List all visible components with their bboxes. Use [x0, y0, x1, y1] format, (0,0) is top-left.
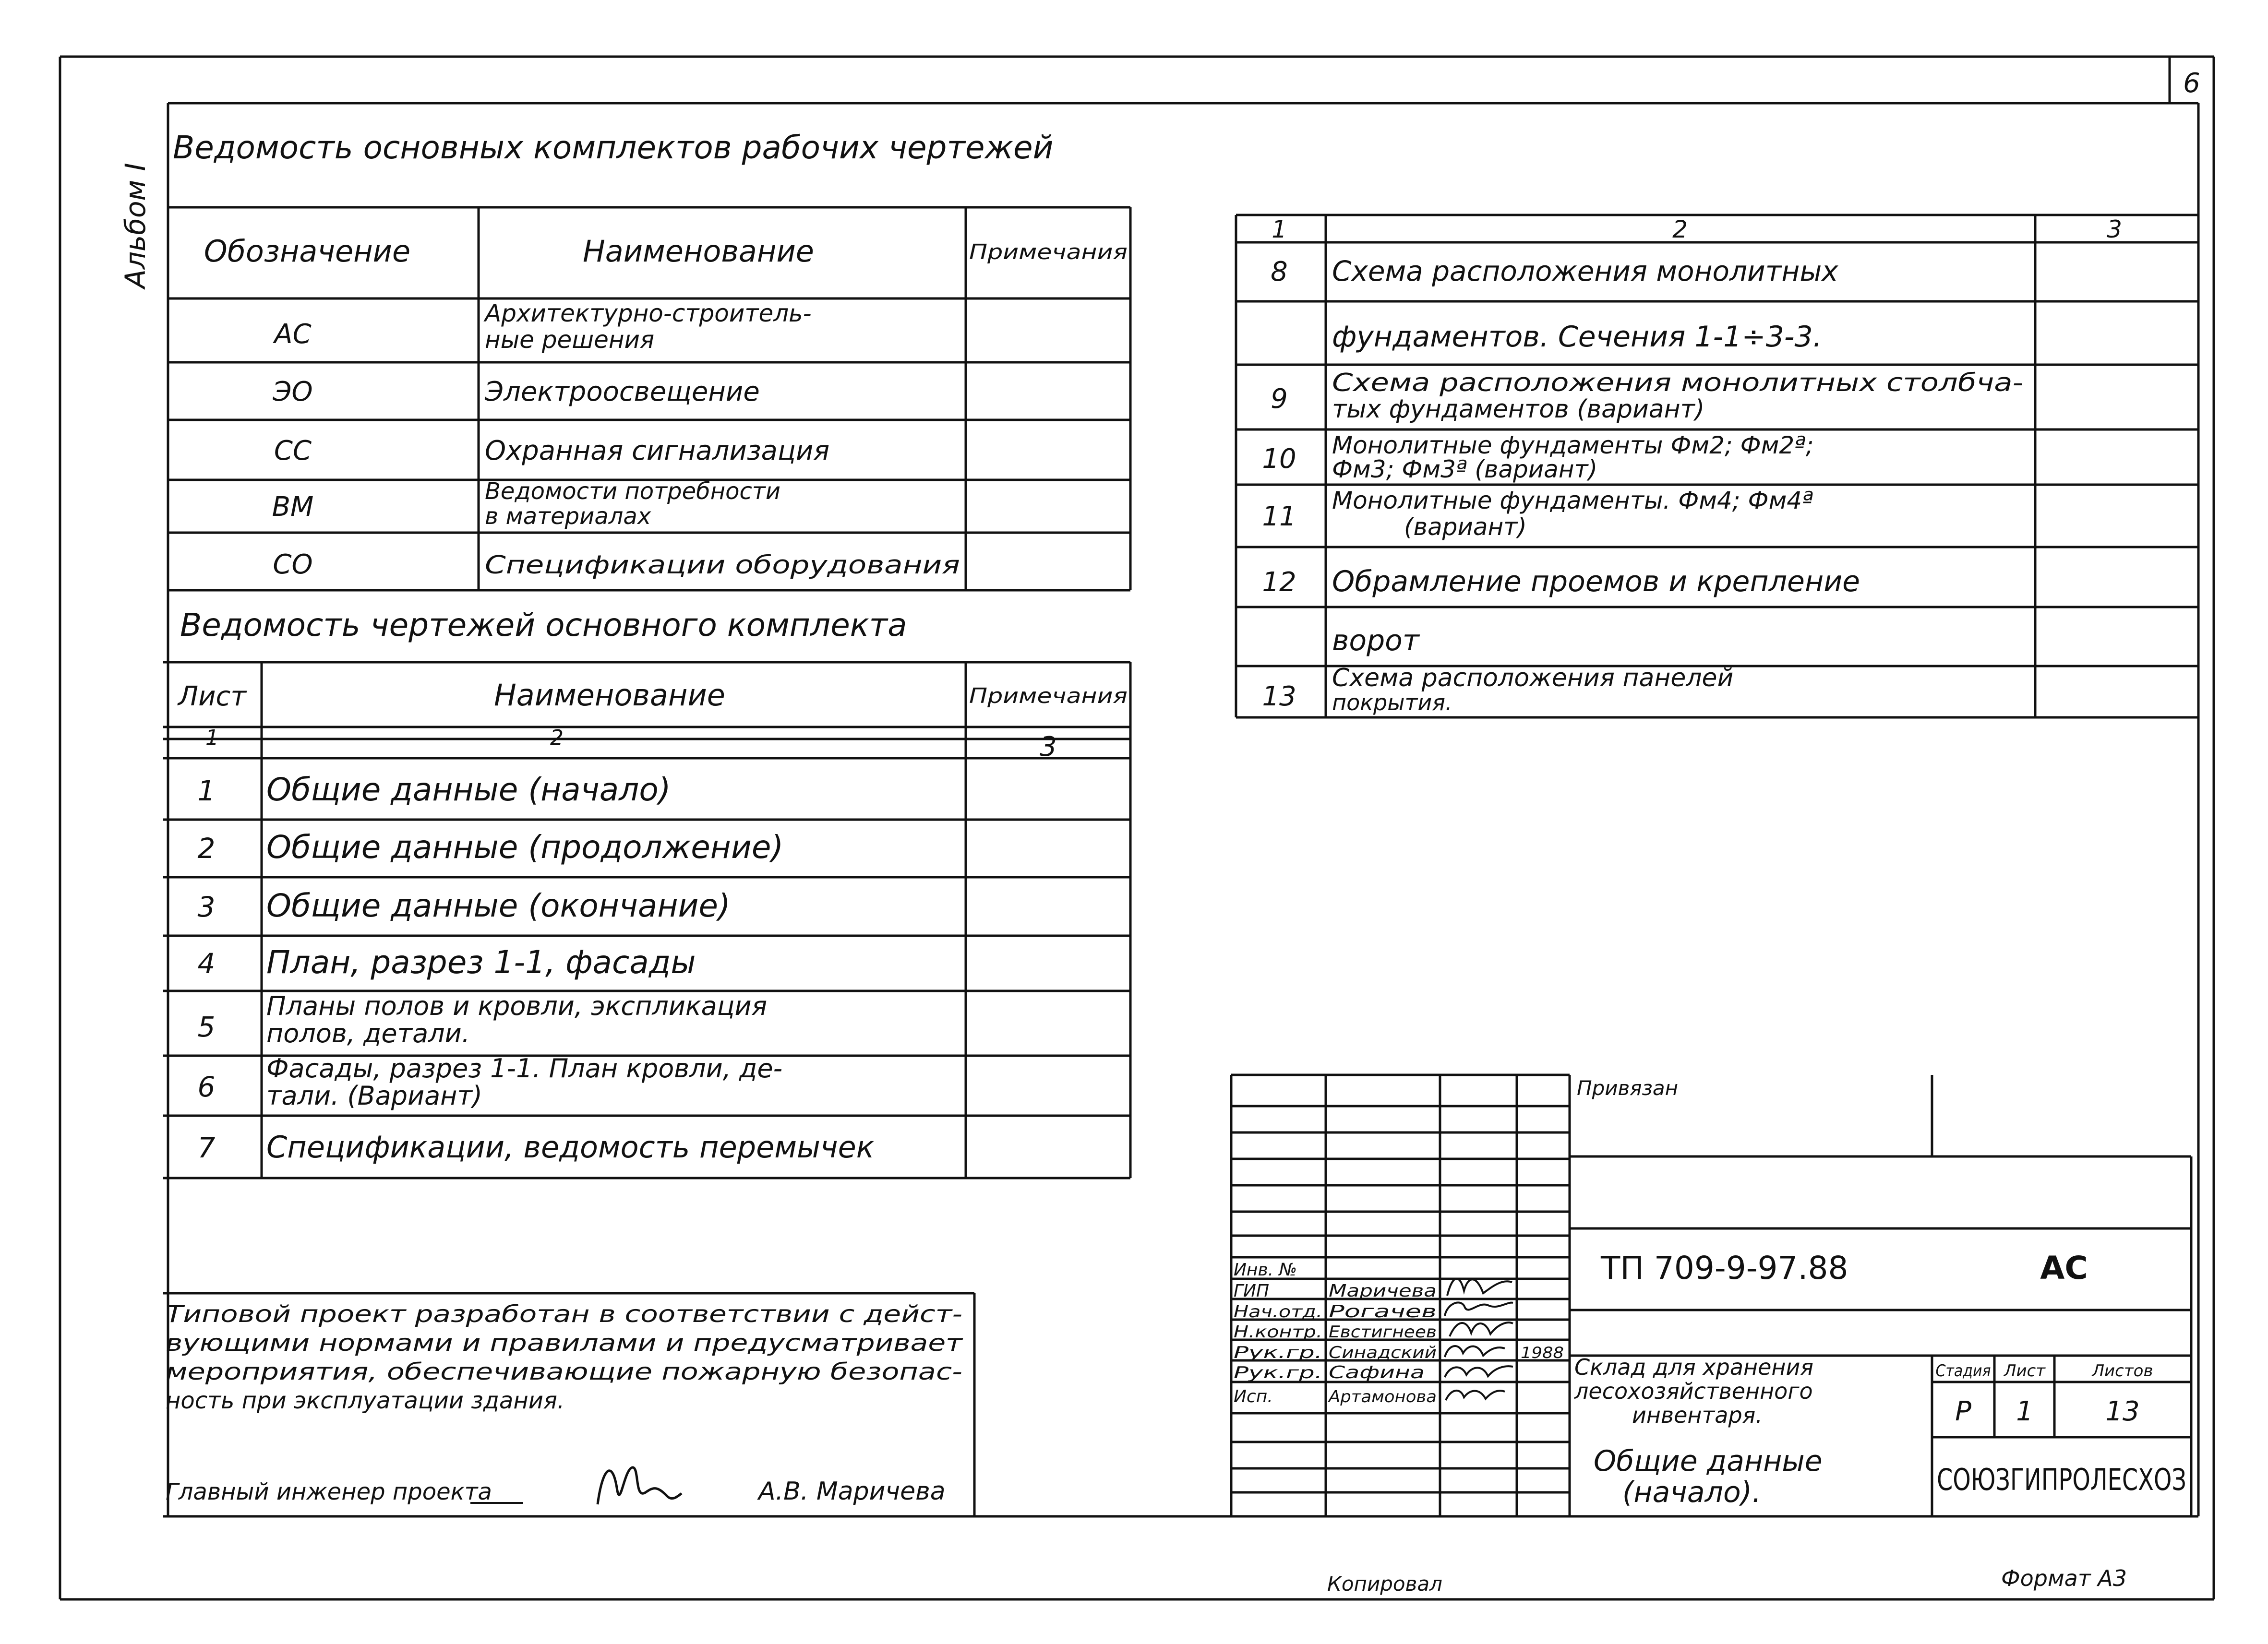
copied-label: Копировал: [1327, 1572, 1442, 1596]
section2-title: Ведомость чертежей основного комплекта: [180, 607, 907, 643]
row-name: Архитектурно-строитель-: [485, 299, 812, 327]
section1-header-note: Примечания: [969, 240, 1128, 264]
row-name: Общие данные (начало): [266, 771, 671, 808]
note-line: Типовой проект разработан в соответствии с дейст-: [166, 1301, 962, 1328]
row-name: тых фундаментов (вариант): [1332, 395, 1705, 424]
role: ГИП: [1234, 1281, 1270, 1301]
sheet-label: Лист: [2004, 1361, 2046, 1381]
row-sheet-number: 10: [1262, 443, 1296, 475]
row-code: СО: [273, 549, 313, 580]
row-name: Ведомости потребности: [485, 478, 781, 505]
role-name: Маричева: [1329, 1281, 1437, 1301]
role: Н.контр.: [1234, 1322, 1322, 1342]
row-name: Фм3; Фм3ª (вариант): [1332, 455, 1598, 483]
section2-header-sheet: Лист: [178, 681, 246, 712]
col-number: 1: [205, 726, 219, 750]
role: Рук.гр.: [1234, 1363, 1322, 1382]
sheet-title: (начало).: [1622, 1476, 1762, 1509]
row-name: Общие данные (окончание): [266, 887, 731, 924]
section1-header-name: Наименование: [583, 234, 814, 269]
document-mark: АС: [2040, 1250, 2088, 1287]
role-name: Евстигнеев: [1329, 1322, 1437, 1342]
row-code: СС: [274, 435, 312, 466]
row-code: АС: [274, 319, 312, 350]
row-sheet-number: 11: [1262, 501, 1296, 532]
row-sheet-number: 6: [197, 1071, 216, 1103]
section2-header-name: Наименование: [494, 678, 725, 713]
format-label: Формат А3: [2001, 1565, 2127, 1591]
note-line: мероприятия, обеспечивающие пожарную безопас-: [166, 1358, 962, 1385]
row-name: Общие данные (продолжение): [266, 829, 784, 866]
row-sheet-number: 9: [1271, 383, 1288, 415]
role: Исп.: [1234, 1387, 1273, 1406]
row-sheet-number: 8: [1271, 256, 1288, 287]
row-name: Схема расположения монолитных: [1332, 255, 1838, 287]
row-name: ные решения: [485, 326, 655, 354]
row-name: План, разрез 1-1, фасады: [266, 944, 696, 981]
document-code: ТП 709-9-97.88: [1601, 1250, 1848, 1287]
section1-title: Ведомость основных комплектов рабочих чертежей: [173, 129, 1054, 166]
row-sheet-number: 1: [197, 774, 216, 807]
stage-label: Стадия: [1935, 1361, 1991, 1381]
row-code: ВМ: [272, 491, 314, 523]
organization: СОЮЗГИПРОЛЕСХОЗ: [1937, 1462, 2186, 1497]
col-number: 1: [1272, 215, 1287, 243]
object-name: Склад для хранения: [1574, 1354, 1814, 1380]
row-name: тали. (Вариант): [266, 1081, 482, 1111]
note-line: ность при эксплуатации здания.: [166, 1387, 565, 1414]
row-name: Планы полов и кровли, экспликация: [266, 991, 768, 1021]
row-name: Схема расположения панелей: [1332, 664, 1734, 692]
sheets-label: Листов: [2092, 1361, 2153, 1381]
privyazan-label: Привязан: [1577, 1076, 1679, 1100]
col-number: 2: [1672, 215, 1688, 243]
row-sheet-number: 13: [1262, 681, 1296, 712]
row-sheet-number: 2: [197, 832, 216, 865]
row-name: (вариант): [1404, 513, 1527, 541]
row-sheet-number: 7: [197, 1132, 216, 1164]
row-name: Охранная сигнализация: [485, 435, 830, 466]
row-name: фундаментов. Сечения 1-1÷3-3.: [1332, 320, 1822, 354]
col-number: 3: [1040, 731, 1057, 762]
sheet-value: 1: [2016, 1396, 2033, 1427]
object-name: инвентаря.: [1632, 1402, 1763, 1428]
row-name: ворот: [1332, 624, 1419, 657]
row-name: Электроосвещение: [485, 376, 760, 407]
row-sheet-number: 4: [197, 947, 216, 980]
note-line: вующими нормами и правилами и предусматривает: [166, 1330, 964, 1357]
row-code: ЭО: [273, 376, 313, 407]
page-number: 6: [2183, 68, 2200, 99]
col-number: 3: [2107, 215, 2122, 243]
role: Нач.отд.: [1234, 1302, 1322, 1322]
row-sheet-number: 3: [197, 891, 216, 923]
role-name: Артамонова: [1327, 1387, 1437, 1406]
row-name: Спецификации оборудования: [485, 551, 960, 580]
signature-label: Главный инженер проекта: [166, 1478, 492, 1505]
row-name: Фасады, разрез 1-1. План кровли, де-: [266, 1053, 783, 1084]
row-name: Монолитные фундаменты. Фм4; Фм4ª: [1332, 487, 1813, 514]
year: 1988: [1521, 1344, 1564, 1362]
album-label: Альбом I: [119, 163, 152, 288]
role: Рук.гр.: [1234, 1343, 1322, 1362]
section2-header-note: Примечания: [969, 684, 1128, 708]
signature-name: А.В. Маричева: [758, 1477, 946, 1506]
stage-value: Р: [1955, 1396, 1971, 1427]
sheet-title: Общие данные: [1594, 1444, 1823, 1478]
role-name: Синадский: [1329, 1343, 1437, 1362]
row-name: Монолитные фундаменты Фм2; Фм2ª;: [1332, 431, 1814, 459]
role-name: Сафина: [1329, 1363, 1425, 1382]
row-name: Спецификации, ведомость перемычек: [266, 1130, 875, 1165]
object-name: лесохозяйственного: [1574, 1378, 1813, 1404]
col-number: 2: [550, 726, 564, 750]
inventory-label: Инв. №: [1234, 1260, 1297, 1280]
row-sheet-number: 12: [1262, 567, 1296, 598]
sheets-value: 13: [2105, 1396, 2140, 1427]
row-sheet-number: 5: [197, 1011, 216, 1043]
row-name: Обрамление проемов и крепление: [1332, 565, 1860, 598]
row-name: покрытия.: [1332, 690, 1452, 715]
section1-header-designation: Обозначение: [204, 234, 411, 269]
row-name: полов, детали.: [266, 1018, 470, 1048]
row-name: Схема расположения монолитных столбча-: [1332, 369, 2023, 397]
role-name: Рогачев: [1329, 1302, 1437, 1322]
row-name: в материалах: [485, 503, 651, 530]
